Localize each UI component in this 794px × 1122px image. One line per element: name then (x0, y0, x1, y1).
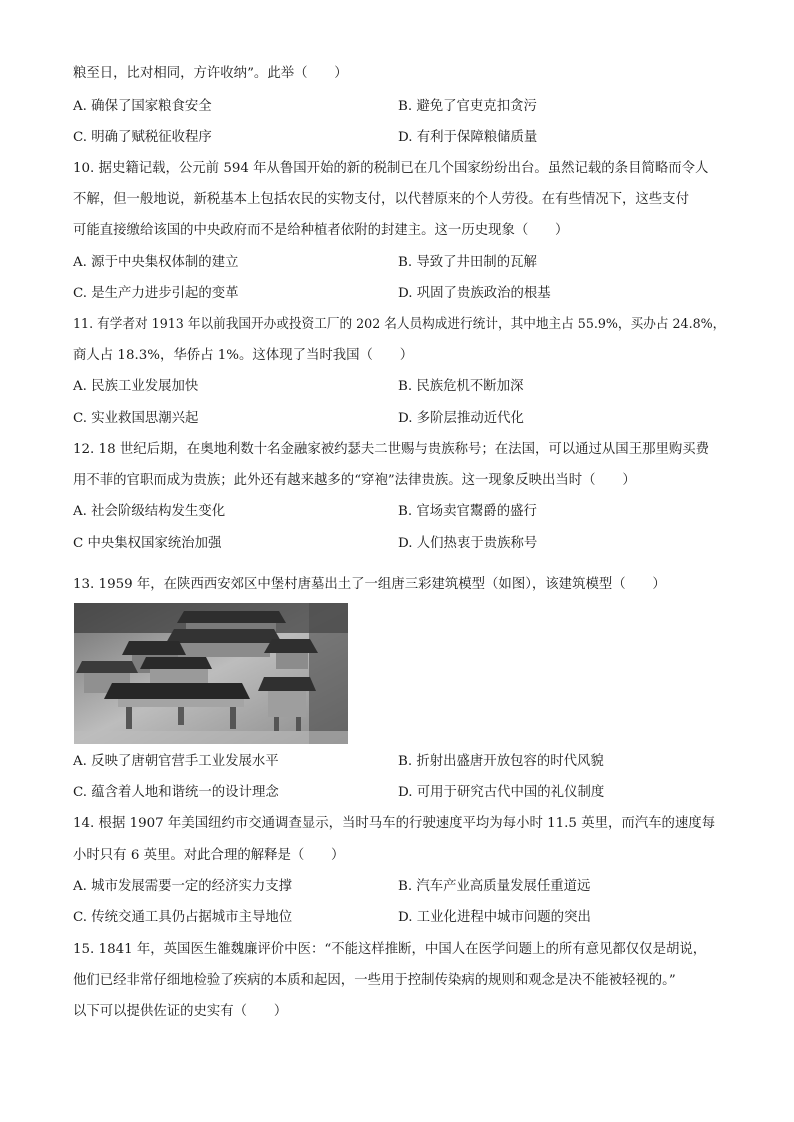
q11-option-c[interactable]: C. 实业救国思潮兴起 (73, 411, 199, 426)
q14-option-d[interactable]: D. 工业化进程中城市问题的突出 (398, 910, 591, 925)
q10-stem-line3: 可能直接缴给该国的中央政府而不是给种植者依附的封建主。这一历史现象（ ） (73, 223, 569, 238)
q9-stem-tail: 粮至日，比对相同，方许收纳”。此举（ ） (73, 66, 348, 81)
q12-option-b[interactable]: B. 官场卖官鬻爵的盛行 (398, 504, 537, 519)
q10-option-b[interactable]: B. 导致了井田制的瓦解 (398, 255, 537, 270)
q14-option-a[interactable]: A. 城市发展需要一定的经济实力支撑 (73, 879, 293, 894)
q14-option-c[interactable]: C. 传统交通工具仍占据城市主导地位 (73, 910, 293, 925)
q10-option-d[interactable]: D. 巩固了贵族政治的根基 (398, 286, 551, 301)
q14-option-b[interactable]: B. 汽车产业高质量发展任重道远 (398, 879, 591, 894)
q10-stem-line2: 不解，但一般地说，新税基本上包括农民的实物支付，以代替原来的个人劳役。在有些情况下，这些支付 (73, 192, 689, 207)
q11-option-b[interactable]: B. 民族危机不断加深 (398, 379, 524, 394)
q10-stem-line1: 10. 据史籍记载，公元前 594 年从鲁国开始的新的税制已在几个国家纷纷出台。虽然记载的条目简略而令人 (73, 161, 709, 176)
q10-option-c[interactable]: C. 是生产力进步引起的变革 (73, 286, 239, 301)
q13-option-d[interactable]: D. 可用于研究古代中国的礼仪制度 (398, 785, 605, 800)
q13-option-b[interactable]: B. 折射出盛唐开放包容的时代风貌 (398, 754, 604, 769)
q11-stem-line2: 商人占 18.3%，华侨占 1%。这体现了当时我国（ ） (73, 348, 414, 363)
q14-stem-line1: 14. 根据 1907 年美国纽约市交通调查显示，当时马车的行驶速度平均为每小时 11.5 英里，而汽车的速度每 (73, 816, 716, 831)
q10-option-a[interactable]: A. 源于中央集权体制的建立 (73, 255, 239, 270)
q12-option-a[interactable]: A. 社会阶级结构发生变化 (73, 504, 226, 519)
q13-stem-line1: 13. 1959 年，在陕西西安郊区中堡村唐墓出土了一组唐三彩建筑模型（如图），该建筑模型（ ） (73, 577, 666, 592)
q15-stem-line2: 他们已经非常仔细地检验了疾病的本质和起因，一些用于控制传染病的规则和观念是决不能被轻视的。” (73, 973, 676, 988)
q9-option-c[interactable]: C. 明确了赋税征收程序 (73, 130, 212, 145)
q12-option-c[interactable]: C 中央集权国家统治加强 (73, 536, 222, 551)
q12-stem-line2: 用不菲的官职而成为贵族；此外还有越来越多的“穿袍”法律贵族。这一现象反映出当时（ ） (73, 473, 636, 488)
tang-sancai-architecture-model-photo (74, 603, 348, 744)
q14-stem-line2: 小时只有 6 英里。对此合理的解释是（ ） (73, 848, 345, 863)
q13-option-c[interactable]: C. 蕴含着人地和谐统一的设计理念 (73, 785, 279, 800)
q11-option-d[interactable]: D. 多阶层推动近代化 (398, 411, 524, 426)
q15-stem-line1: 15. 1841 年，英国医生雒魏廉评价中医：“不能这样推断，中国人在医学问题上的所有意见都仅仅是胡说， (73, 942, 707, 957)
q9-option-d[interactable]: D. 有利于保障粮储质量 (398, 130, 538, 145)
q12-stem-line1: 12. 18 世纪后期，在奥地利数十名金融家被约瑟夫二世赐与贵族称号；在法国，可以通过从国王那里购买费 (73, 442, 710, 457)
q9-option-a[interactable]: A. 确保了国家粮食安全 (73, 99, 212, 114)
q15-stem-line3: 以下可以提供佐证的史实有（ ） (73, 1004, 288, 1019)
q11-stem-line1: 11. 有学者对 1913 年以前我国开办或投资工厂的 202 名人员构成进行统计，其中地主占 55.9%，买办占 24.8%， (73, 317, 726, 332)
q12-option-d[interactable]: D. 人们热衷于贵族称号 (398, 536, 538, 551)
q9-option-b[interactable]: B. 避免了官吏克扣贪污 (398, 99, 537, 114)
q13-option-a[interactable]: A. 反映了唐朝官营手工业发展水平 (73, 754, 279, 769)
q11-option-a[interactable]: A. 民族工业发展加快 (73, 379, 199, 394)
